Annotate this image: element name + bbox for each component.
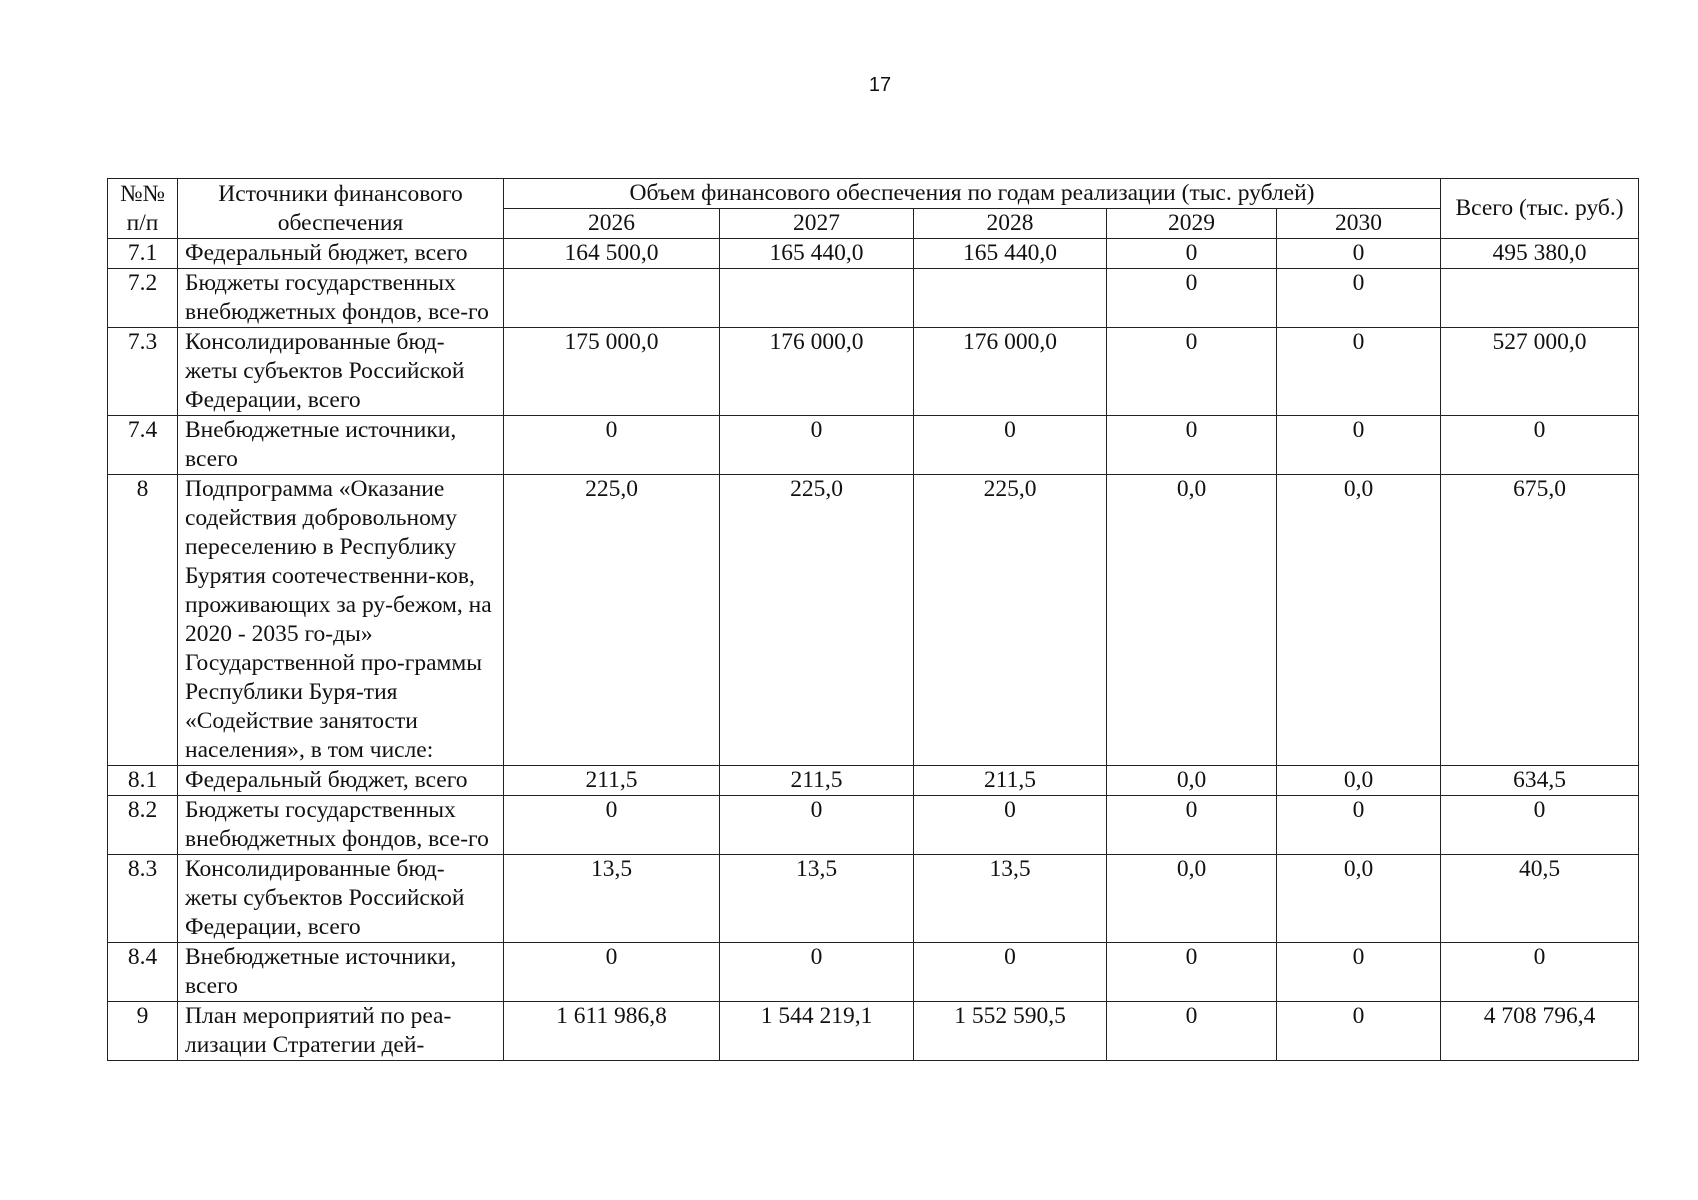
row-total: 0: [1441, 943, 1639, 1002]
row-total: 495 380,0: [1441, 239, 1639, 269]
header-volume: Объем финансового обеспечения по годам реализации (тыс. рублей): [504, 179, 1441, 209]
row-source: Бюджеты государственных внебюджетных фондов, все-го: [178, 796, 504, 855]
row-value: 0: [1107, 416, 1277, 475]
row-source: Внебюджетные источники, всего: [178, 416, 504, 475]
row-value: 0: [1107, 328, 1277, 416]
row-number: 9: [108, 1002, 178, 1061]
row-value: 13,5: [504, 855, 720, 943]
row-value: 0,0: [1277, 855, 1441, 943]
row-value: 211,5: [720, 766, 914, 796]
row-value: 0,0: [1107, 475, 1277, 766]
row-value: [720, 269, 914, 328]
table-row: [108, 943, 1639, 1002]
row-total: 0: [1441, 796, 1639, 855]
table-row: [108, 855, 1639, 943]
header-total: Всего (тыс. руб.): [1441, 179, 1639, 239]
page-number: 17: [868, 74, 892, 96]
row-value: 0: [1277, 416, 1441, 475]
header-year: 2026: [504, 209, 720, 239]
table-row: [108, 416, 1639, 475]
row-value: 13,5: [914, 855, 1107, 943]
row-value: 211,5: [914, 766, 1107, 796]
row-value: 0: [1277, 943, 1441, 1002]
table-row: [108, 269, 1639, 328]
row-number: 8.1: [108, 766, 178, 796]
header-year: 2030: [1277, 209, 1441, 239]
row-value: 1 544 219,1: [720, 1002, 914, 1061]
row-value: 176 000,0: [914, 328, 1107, 416]
row-value: [504, 269, 720, 328]
row-number: 7.4: [108, 416, 178, 475]
row-value: 0: [504, 943, 720, 1002]
row-number: 8.4: [108, 943, 178, 1002]
header-year: 2028: [914, 209, 1107, 239]
table-row: [108, 328, 1639, 416]
row-value: 0: [1277, 1002, 1441, 1061]
header-source: Источники финансового обеспечения: [178, 179, 504, 239]
row-value: 0: [914, 943, 1107, 1002]
financing-table: [107, 178, 1639, 1061]
row-value: 0: [1277, 269, 1441, 328]
row-total: 40,5: [1441, 855, 1639, 943]
row-number: 8.3: [108, 855, 178, 943]
row-value: 175 000,0: [504, 328, 720, 416]
row-value: 211,5: [504, 766, 720, 796]
row-value: 0: [1107, 1002, 1277, 1061]
row-value: 0: [720, 943, 914, 1002]
header-year: 2027: [720, 209, 914, 239]
row-source: Бюджеты государственных внебюджетных фондов, все-го: [178, 269, 504, 328]
row-total: 4 708 796,4: [1441, 1002, 1639, 1061]
row-value: 0: [504, 796, 720, 855]
row-source: Консолидированные бюд-жеты субъектов Российской Федерации, всего: [178, 328, 504, 416]
row-value: 225,0: [914, 475, 1107, 766]
table-row: [108, 1002, 1639, 1061]
row-value: 0,0: [1277, 766, 1441, 796]
row-total: 527 000,0: [1441, 328, 1639, 416]
row-value: 165 440,0: [720, 239, 914, 269]
table-row: [108, 475, 1639, 766]
row-value: 225,0: [720, 475, 914, 766]
row-value: 1 611 986,8: [504, 1002, 720, 1061]
row-value: 0: [720, 796, 914, 855]
row-value: 225,0: [504, 475, 720, 766]
table-row: [108, 766, 1639, 796]
row-source: Консолидированные бюд-жеты субъектов Российской Федерации, всего: [178, 855, 504, 943]
table-row: [108, 239, 1639, 269]
row-value: 0,0: [1107, 766, 1277, 796]
row-number: 7.3: [108, 328, 178, 416]
row-source: Внебюджетные источники, всего: [178, 943, 504, 1002]
row-value: 165 440,0: [914, 239, 1107, 269]
row-value: 0: [720, 416, 914, 475]
row-total: 675,0: [1441, 475, 1639, 766]
row-value: 0: [1107, 796, 1277, 855]
row-number: 8.2: [108, 796, 178, 855]
row-total: 0: [1441, 416, 1639, 475]
header-year: 2029: [1107, 209, 1277, 239]
row-number: 8: [108, 475, 178, 766]
row-value: 0,0: [1277, 475, 1441, 766]
row-number: 7.2: [108, 269, 178, 328]
row-value: 164 500,0: [504, 239, 720, 269]
row-value: 0: [504, 416, 720, 475]
row-total: [1441, 269, 1639, 328]
row-value: 0: [1277, 328, 1441, 416]
row-source: Федеральный бюджет, всего: [178, 239, 504, 269]
row-value: 0: [1277, 796, 1441, 855]
table-row: [108, 796, 1639, 855]
row-value: [914, 269, 1107, 328]
row-value: 1 552 590,5: [914, 1002, 1107, 1061]
row-source: План мероприятий по реа-лизации Стратегии дей-: [178, 1002, 504, 1061]
row-number: 7.1: [108, 239, 178, 269]
row-value: 0: [914, 416, 1107, 475]
row-value: 13,5: [720, 855, 914, 943]
row-total: 634,5: [1441, 766, 1639, 796]
row-source: Федеральный бюджет, всего: [178, 766, 504, 796]
row-value: 176 000,0: [720, 328, 914, 416]
row-source: Подпрограмма «Оказание содействия добровольному переселению в Республику Бурятия соотечественни-ков, проживающих за ру-бежом, на 2020 - 2035 го-ды» Государственной про-граммы Республики Буря-тия «Содействие занятости населения», в том числе:: [178, 475, 504, 766]
row-value: 0,0: [1107, 855, 1277, 943]
row-value: 0: [1107, 943, 1277, 1002]
header-number: №№ п/п: [108, 179, 178, 239]
table-header: [108, 179, 1639, 239]
row-value: 0: [1277, 239, 1441, 269]
row-value: 0: [1107, 239, 1277, 269]
row-value: 0: [914, 796, 1107, 855]
row-value: 0: [1107, 269, 1277, 328]
